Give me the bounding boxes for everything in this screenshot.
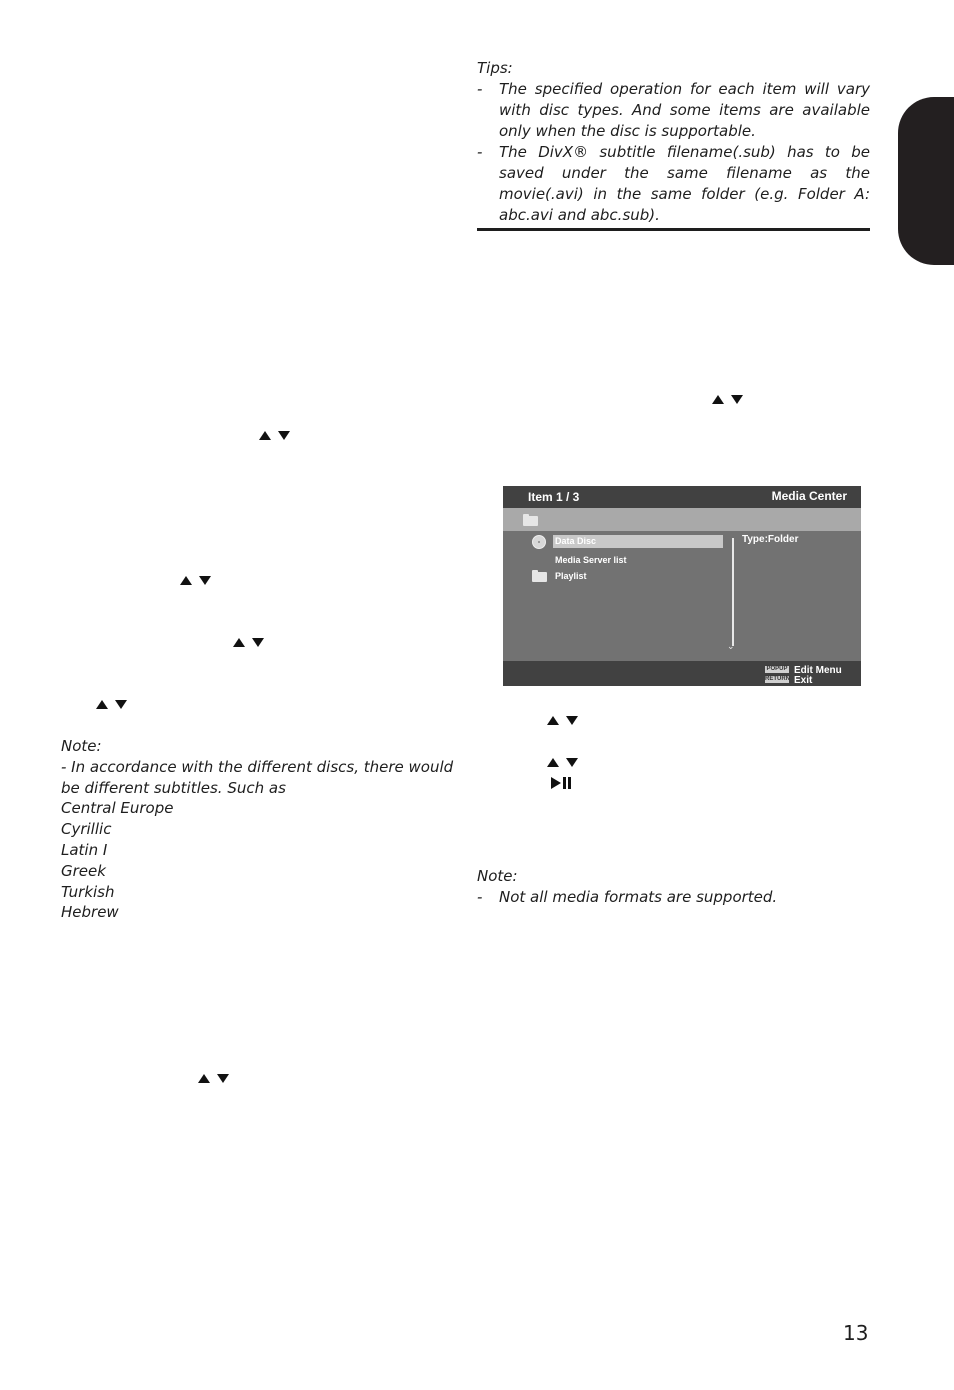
exit-label: Exit bbox=[794, 675, 813, 686]
list-item-data-disc[interactable] bbox=[553, 535, 723, 548]
up-down-arrows-icon bbox=[96, 698, 127, 710]
note-text: Not all media formats are supported. bbox=[499, 888, 778, 906]
bullet-dash: - bbox=[477, 143, 483, 161]
disc-icon bbox=[532, 535, 546, 549]
tip-item bbox=[477, 142, 870, 226]
down-arrow-icon bbox=[252, 638, 264, 647]
section-divider bbox=[477, 228, 870, 231]
up-arrow-icon bbox=[259, 431, 271, 440]
down-arrow-icon bbox=[566, 716, 578, 725]
tip-text: The specified operation for each item will vary with disc types. And some items are available only when the disc is supportable. bbox=[499, 80, 870, 140]
down-arrow-icon bbox=[731, 395, 743, 404]
note-line: Central Europe bbox=[61, 799, 174, 818]
play-pause-icon bbox=[551, 776, 571, 790]
note-line: Greek bbox=[61, 861, 106, 880]
up-arrow-icon bbox=[233, 638, 245, 647]
tip-text: The DivX® subtitle filename(.sub) has to be saved under the same filename as the movie(.avi) in the same folder (e.g. Folder A: abc.avi and abc.sub). bbox=[499, 143, 870, 224]
screen-title: Media Center bbox=[771, 489, 847, 503]
list-item-playlist[interactable] bbox=[553, 570, 723, 583]
media-center-screen bbox=[503, 486, 861, 686]
list-item-label: Media Server list bbox=[555, 555, 627, 565]
play-triangle-icon bbox=[551, 777, 561, 789]
tips-title: Tips: bbox=[477, 59, 513, 77]
pause-bar-icon bbox=[568, 777, 571, 789]
up-arrow-icon bbox=[198, 1074, 210, 1083]
note-line: Cyrillic bbox=[61, 820, 112, 839]
folder-icon bbox=[523, 516, 538, 526]
list-item-label: Data Disc bbox=[555, 536, 597, 546]
pause-bar-icon bbox=[563, 777, 566, 789]
note-formats bbox=[477, 866, 870, 908]
up-down-arrows-icon bbox=[259, 429, 290, 441]
tips-section bbox=[477, 58, 870, 226]
up-down-arrows-icon bbox=[547, 756, 578, 768]
down-arrow-icon bbox=[566, 758, 578, 767]
down-arrow-icon bbox=[115, 700, 127, 709]
up-arrow-icon bbox=[547, 758, 559, 767]
side-chapter-tab bbox=[898, 97, 954, 265]
list-item-label: Playlist bbox=[555, 571, 587, 581]
note-line: - In accordance with the different discs, there would be different subtitles. Such as bbox=[61, 757, 454, 797]
scroll-down-icon: ⌄ bbox=[727, 641, 735, 651]
down-arrow-icon bbox=[199, 576, 211, 585]
note-line: Hebrew bbox=[61, 903, 119, 922]
item-counter: Item 1 / 3 bbox=[528, 490, 580, 504]
edit-menu-label: Edit Menu bbox=[794, 665, 842, 676]
up-arrow-icon bbox=[180, 576, 192, 585]
note-subtitles bbox=[61, 736, 455, 923]
bullet-dash: - bbox=[477, 888, 483, 906]
screen-footer bbox=[503, 661, 861, 686]
up-down-arrows-icon bbox=[547, 714, 578, 726]
screen-titlebar bbox=[503, 486, 861, 508]
up-down-arrows-icon bbox=[712, 393, 743, 405]
note-line: Turkish bbox=[61, 882, 115, 901]
popup-key-icon: POPUP bbox=[766, 666, 788, 672]
up-down-arrows-icon bbox=[233, 636, 264, 648]
tip-item bbox=[477, 79, 870, 142]
up-arrow-icon bbox=[712, 395, 724, 404]
up-arrow-icon bbox=[547, 716, 559, 725]
down-arrow-icon bbox=[217, 1074, 229, 1083]
return-key-icon: RETURN bbox=[765, 676, 790, 682]
up-down-arrows-icon bbox=[180, 574, 211, 586]
up-arrow-icon bbox=[96, 700, 108, 709]
note-title: Note: bbox=[477, 867, 518, 885]
note-item bbox=[477, 887, 870, 908]
up-down-arrows-icon bbox=[198, 1072, 229, 1084]
note-title: Note: bbox=[61, 737, 102, 755]
note-line: Latin I bbox=[61, 840, 108, 859]
page-number: 13 bbox=[843, 1321, 869, 1345]
bullet-dash: - bbox=[477, 80, 483, 98]
type-label: Type:Folder bbox=[742, 534, 799, 545]
folder-icon bbox=[532, 572, 547, 582]
path-bar bbox=[503, 508, 861, 531]
scrollbar[interactable] bbox=[732, 538, 734, 646]
down-arrow-icon bbox=[278, 431, 290, 440]
list-item-media-server[interactable] bbox=[553, 554, 723, 567]
